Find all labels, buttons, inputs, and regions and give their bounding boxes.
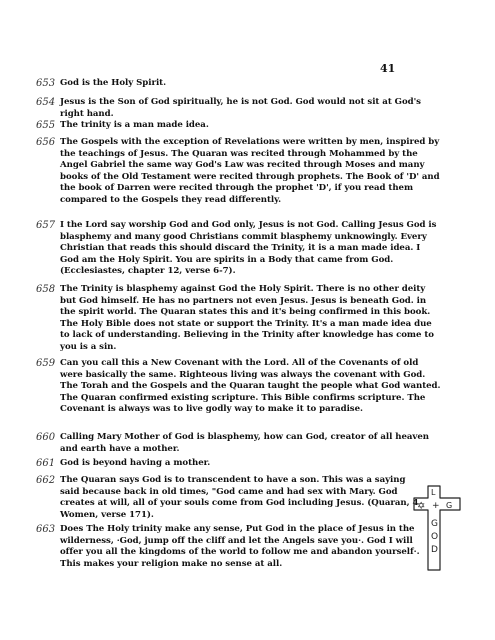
entry-number: 663 bbox=[36, 524, 56, 535]
entry-text: God is beyond having a mother. bbox=[60, 458, 211, 468]
entry-text: The Quaran says God is to transcendent to have a son. This was a saying said because back in old times, "God came and had sex with Mary. God creates at will, all of your souls come from God including Jesus. (Quaran, 4 Women, verse 171). bbox=[60, 475, 419, 520]
entry-number: 659 bbox=[36, 358, 56, 369]
entry-text: Calling Mary Mother of God is blasphemy, how can God, creator of all heaven and earth have a mother. bbox=[60, 432, 429, 454]
cross-letter: G bbox=[446, 501, 453, 510]
cross-letter: O bbox=[431, 532, 439, 542]
entry-number: 661 bbox=[36, 458, 56, 469]
entry-text: Jesus is the Son of God spiritually, he is not God. God would not sit at God's right hand. bbox=[60, 97, 421, 119]
cross-letter: D bbox=[431, 545, 438, 555]
entry-text: Does The Holy trinity make any sense, Put God in the place of Jesus in the wilderness, ·God, jump off the cliff and let the Angels save you·. God I will offer you all the kingdoms of the world to follow me and abandon yourself·. This makes your religion make no sense at all. bbox=[60, 524, 420, 569]
entry-text: Can you call this a New Covenant with the Lord. All of the Covenants of old were basically the same. Righteous living was always the covenant with God. The Torah and the Gospels and the Quaran taught the people what God wanted. The Quaran confirmed existing scripture. This Bible confirms scripture. The Covenant is always was to live godly way to make it to paradise. bbox=[60, 358, 441, 415]
entry-number: 662 bbox=[36, 475, 56, 486]
entry-number: 653 bbox=[36, 78, 56, 89]
hand-drawn-cross bbox=[412, 484, 468, 572]
entry-number: 656 bbox=[36, 137, 56, 148]
entry-number: 654 bbox=[36, 97, 56, 108]
entry-number: 658 bbox=[36, 284, 56, 295]
entry-number: 655 bbox=[36, 120, 56, 131]
entry-text: God is the Holy Spirit. bbox=[60, 78, 167, 88]
cross-letter: G bbox=[431, 519, 438, 529]
entry-number: 657 bbox=[36, 220, 56, 231]
entry-text: The Gospels with the exception of Revelations were written by men, inspired by the teachings of Jesus. The Quaran was recited through Mohammed by the Angel Gabriel the same way God's Law was recited through Moses and many books of the Old Testament were recited through prophets. The Book of 'D' and the book of Darren were recited through the prophet 'D', if you read them compared to the Gospels they read differently. bbox=[60, 137, 440, 205]
entry-number: 660 bbox=[36, 432, 56, 443]
entry-text: The Trinity is blasphemy against God the Holy Spirit. There is no other deity but God himself. He has no partners not even Jesus. Jesus is beneath God. in the spirit world. The Quaran states this and it's being confirmed in this book. The Holy Bible does not state or support the Trinity. It's a man made idea due to lack of understanding. Believing in the Trinity after knowledge has come to you is a sin. bbox=[60, 284, 434, 352]
cross-letter: + bbox=[432, 501, 440, 511]
page-number: 41 bbox=[380, 62, 396, 75]
entry-text: I the Lord say worship God and God only, Jesus is not God. Calling Jesus God is blasphemy and many good Christians commit blasphemy unknowingly. Every Christian that reads this should discard the Trinity, it is a man made idea. I God am the Holy Spirit. You are spirits in a Body that came from God. (Ecclesiastes, chapter 12, verse 6-7). bbox=[60, 220, 437, 277]
cross-letter: L bbox=[431, 488, 436, 497]
star-of-david: ✡ bbox=[417, 501, 426, 512]
entry-text: The trinity is a man made idea. bbox=[60, 120, 209, 130]
